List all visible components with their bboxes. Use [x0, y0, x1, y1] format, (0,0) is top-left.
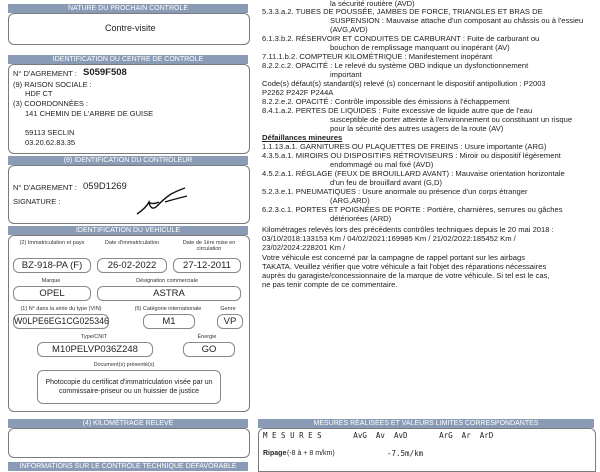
- defect-line: détériorées (ARD): [330, 214, 392, 223]
- agrement-label: N° D'AGREMENT :: [13, 69, 77, 78]
- first-circ-label: Date de 1ère mise en circulation: [182, 240, 236, 252]
- defect-line: susceptible de porter atteinte à l'environnement ou constituant un risque: [330, 115, 573, 124]
- defect-line: 03/10/2018:133153 Km / 04/02/2021:169985 Km / 21/02/2022:185452 Km /: [262, 234, 516, 243]
- address-line-1: 141 CHEMIN DE L'ARBRE DE GUISE: [25, 109, 154, 118]
- defect-line: auprès du garagiste/concessionnaire de la marque de votre véhicule. Si tel est le cas,: [262, 271, 550, 280]
- ripage-limits: (-8 à + 8 m/km): [287, 450, 335, 457]
- energie-value: GO: [183, 342, 235, 357]
- marque-label: Marque: [41, 278, 61, 284]
- designation-label: Désignation commerciale: [136, 278, 198, 284]
- raison-value: HDF CT: [25, 89, 53, 98]
- docs-text-1: Photocopie du certificat d'immatriculation visée par un: [45, 379, 213, 386]
- controleur-box: [8, 165, 250, 224]
- vin-label: (1) N° dans la série du type (VIN): [20, 306, 102, 312]
- ripage-label: Ripage: [263, 450, 287, 457]
- next-check-value: Contre-visite: [105, 23, 156, 33]
- address-line-2: 59113 SECLIN: [25, 128, 75, 137]
- defect-line: ne pas tenir compte de ce commentaire.: [262, 280, 398, 289]
- marque-value: OPEL: [13, 286, 91, 301]
- signature-label: SIGNATURE :: [13, 197, 61, 206]
- energie-label: Énergie: [197, 334, 217, 340]
- defect-line: pour la sécurité des autres usagers de la route (AV): [330, 124, 504, 133]
- vin-value: W0LPE6EG1CG025346: [13, 314, 109, 329]
- type-value: M10PELVP036Z248: [37, 342, 153, 357]
- categorie-value: M1: [143, 314, 195, 329]
- defect-line: Code(s) défaut(s) standard(s) relevé (s) concernant le dispositif antipollution : P2003: [262, 79, 546, 88]
- defect-line: (AVG,AVD): [330, 25, 368, 34]
- km-header: (4) KILOMÉTRAGE RELEVÉ: [8, 419, 248, 428]
- defect-line: 4.3.5.a.1. MIROIRS OU DISPOSITIFS RÉTROVISEURS : Miroir ou dispositif légèrement: [262, 151, 561, 160]
- defect-line: bouchon de remplissage manquant ou inopérant (AV): [330, 43, 510, 52]
- docs-box: [37, 370, 221, 404]
- defect-line: 8.2.2.e.2. OPACITÉ : Contrôle impossible des émissions à l'échappement: [262, 97, 510, 106]
- ctrl-agrement-value: 059D1269: [83, 181, 127, 192]
- coords-label: (3) COORDONNÉES :: [13, 99, 89, 108]
- bottom-header: INFORMATIONS SUR LE CONTRÔLE TECHNIQUE DÉFAVORABLE: [8, 462, 248, 471]
- ripage-value: -7.5m/km: [387, 449, 424, 458]
- defect-line: 5.3.3.a.2. TUBES DE POUSSÉE, JAMBES DE FORCE, TRIANGLES ET BRAS DE: [262, 7, 543, 16]
- measures-header: MESURES RÉALISÉES ET VALEURS LIMITES CORRESPONDANTES: [258, 419, 594, 428]
- defect-line: TAKATA. Veuillez vérifier que votre véhicule a fait l'objet des réparations nécessaires: [262, 262, 547, 271]
- phone: 03.20.62.83.35: [25, 138, 76, 147]
- type-label: Type/CNIT: [80, 334, 108, 340]
- defect-line: (ARG,ARD): [330, 196, 370, 205]
- docs-label: Document(s) présenté(s): [93, 362, 155, 368]
- defect-line: 6.2.3.c.1. PORTES ET POIGNÉES DE PORTE : Portière, charnières, serrures ou gâches: [262, 205, 563, 214]
- raison-label: (9) RAISON SOCIALE :: [13, 80, 92, 89]
- defect-line: 8.4.1.a.2. PERTES DE LIQUIDES : Fuite excessive de liquide autre que de l'eau: [262, 106, 533, 115]
- designation-value: ASTRA: [97, 286, 241, 301]
- defect-line: P2262 P242F P244A: [262, 88, 334, 97]
- defect-line: la sécurité routière (AVD): [330, 0, 415, 8]
- vehicule-box: [8, 235, 250, 412]
- first-circ-value: 27-12-2011: [173, 258, 241, 273]
- defect-line: 6.1.3.b.2. RÉSERVOIR ET CONDUITES DE CARBURANT : Fuite de carburant ou: [262, 34, 540, 43]
- centre-header: IDENTIFICATION DU CENTRE DE CONTRÔLE: [8, 55, 248, 64]
- defect-line: Kilométrages relevés lors des précédents contrôles techniques depuis le 20 mai 2018 :: [262, 225, 554, 234]
- defect-line: Défaillances mineures: [262, 133, 343, 142]
- docs-text-2: commissaire-priseur ou un huissier de justice: [58, 388, 200, 395]
- signature-image: [135, 184, 195, 218]
- genre-value: VP: [217, 314, 243, 329]
- immat-value: BZ-918-PA (F): [13, 258, 91, 273]
- centre-box: [8, 64, 250, 154]
- defect-line: 1.1.13.a.1. GARNITURES OU PLAQUETTES DE FREINS : Usure importante (ARG): [262, 142, 547, 151]
- controleur-header: (9) IDENTIFICATION DU CONTRÔLEUR: [8, 156, 248, 165]
- defect-line: Votre véhicule est concerné par la campagne de rappel portant sur les airbags: [262, 253, 525, 262]
- defect-line: SUSPENSION : Mauvaise attache d'un composant au châssis ou à l'essieu: [330, 16, 584, 25]
- immat-label: (2) Immatriculation et pays: [19, 240, 85, 246]
- defect-line: 4.5.2.a.1. RÉGLAGE (FEUX DE BROUILLARD AVANT) : Mauvaise orientation horizontale: [262, 169, 565, 178]
- defect-line: 8.2.2.c.2. OPACITÉ : Le relevé du système OBD indique un dysfonctionnement: [262, 61, 529, 70]
- date-label: Date d'immatriculation: [104, 240, 160, 246]
- defect-line: endommagé ou mal fixé (AVD): [330, 160, 434, 169]
- agrement-value: S059F508: [83, 67, 127, 78]
- measures-row: M E S U R E S AvG Av AvD ArG Ar ArD: [263, 431, 494, 440]
- measures-box: [258, 428, 596, 472]
- km-box: [8, 428, 250, 458]
- vehicule-header: IDENTIFICATION DU VÉHICULE: [8, 226, 248, 235]
- defect-line: 5.2.3.e.1. PNEUMATIQUES : Usure anormale ou présence d'un corps étranger: [262, 187, 528, 196]
- next-check-box: [8, 13, 250, 45]
- defect-line: 7.11.1.b.2. COMPTEUR KILOMÉTRIQUE : Manifestement inopérant: [262, 52, 493, 61]
- defect-line: 23/02/2024:228201 Km /: [262, 243, 346, 252]
- date-value: 26-02-2022: [97, 258, 167, 273]
- defect-line: d'un feu de brouillard avant (G,D): [330, 178, 443, 187]
- next-check-header: NATURE DU PROCHAIN CONTRÔLE: [8, 4, 248, 13]
- ctrl-agrement-label: N° D'AGREMENT :: [13, 183, 77, 192]
- categorie-label: (5) Catégorie internationale: [134, 306, 202, 312]
- defect-line: important: [330, 70, 362, 79]
- genre-label: Genre: [220, 306, 236, 312]
